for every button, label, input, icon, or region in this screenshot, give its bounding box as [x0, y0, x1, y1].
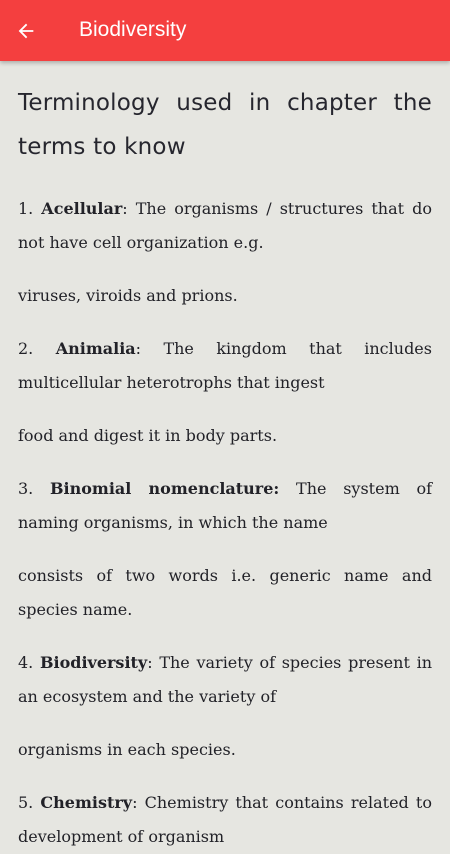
term-definition-1 — [18, 192, 432, 260]
term-name: Biodiversity — [39, 653, 148, 672]
term-definition-4-continued: organisms in each species. — [18, 740, 236, 759]
term-definition-2 — [18, 332, 432, 400]
term-number: 3. — [18, 479, 34, 498]
term-number: 5. — [18, 793, 34, 812]
app-bar — [0, 0, 450, 61]
term-definition-text: The organisms / structures that do not have cell organization e.g. — [18, 199, 432, 252]
term-definition-text: Chemistry that contains related to development of organism — [18, 793, 432, 846]
term-definition-3-continued: consists of two words i.e. generic name and species name. — [18, 566, 432, 619]
content-area — [18, 61, 432, 854]
term-name: Animalia — [55, 339, 136, 358]
term-separator: : — [122, 199, 128, 218]
term-definition-text: The kingdom that includes multicellular heterotrophs that ingest — [18, 339, 432, 392]
term-definition-2-continued: food and digest it in body parts. — [18, 426, 278, 445]
term-definition-4 — [18, 646, 432, 714]
arrow-left-icon — [15, 20, 37, 42]
term-number: 2. — [18, 339, 34, 358]
term-number: 4. — [18, 653, 34, 672]
term-name: Acellular — [41, 199, 123, 218]
term-definition-1-continued: viruses, viroids and prions. — [18, 286, 238, 305]
term-separator: : — [135, 339, 142, 358]
term-name: Chemistry — [40, 793, 133, 812]
section-heading: Terminology used in chapter the terms to know — [18, 90, 432, 160]
term-number: 1. — [18, 199, 34, 218]
term-definition-text: The variety of species present in an ecosystem and the variety of — [18, 653, 433, 706]
back-button[interactable] — [4, 9, 48, 53]
term-definition-3 — [18, 472, 432, 540]
term-separator: : — [147, 653, 153, 672]
term-definition-5 — [18, 786, 432, 854]
page-title: Biodiversity — [79, 18, 187, 41]
term-name: Binomial nomenclature: — [49, 479, 280, 498]
term-separator: : — [132, 793, 138, 812]
term-definition-text: The system of naming organisms, in which the name — [18, 479, 433, 532]
